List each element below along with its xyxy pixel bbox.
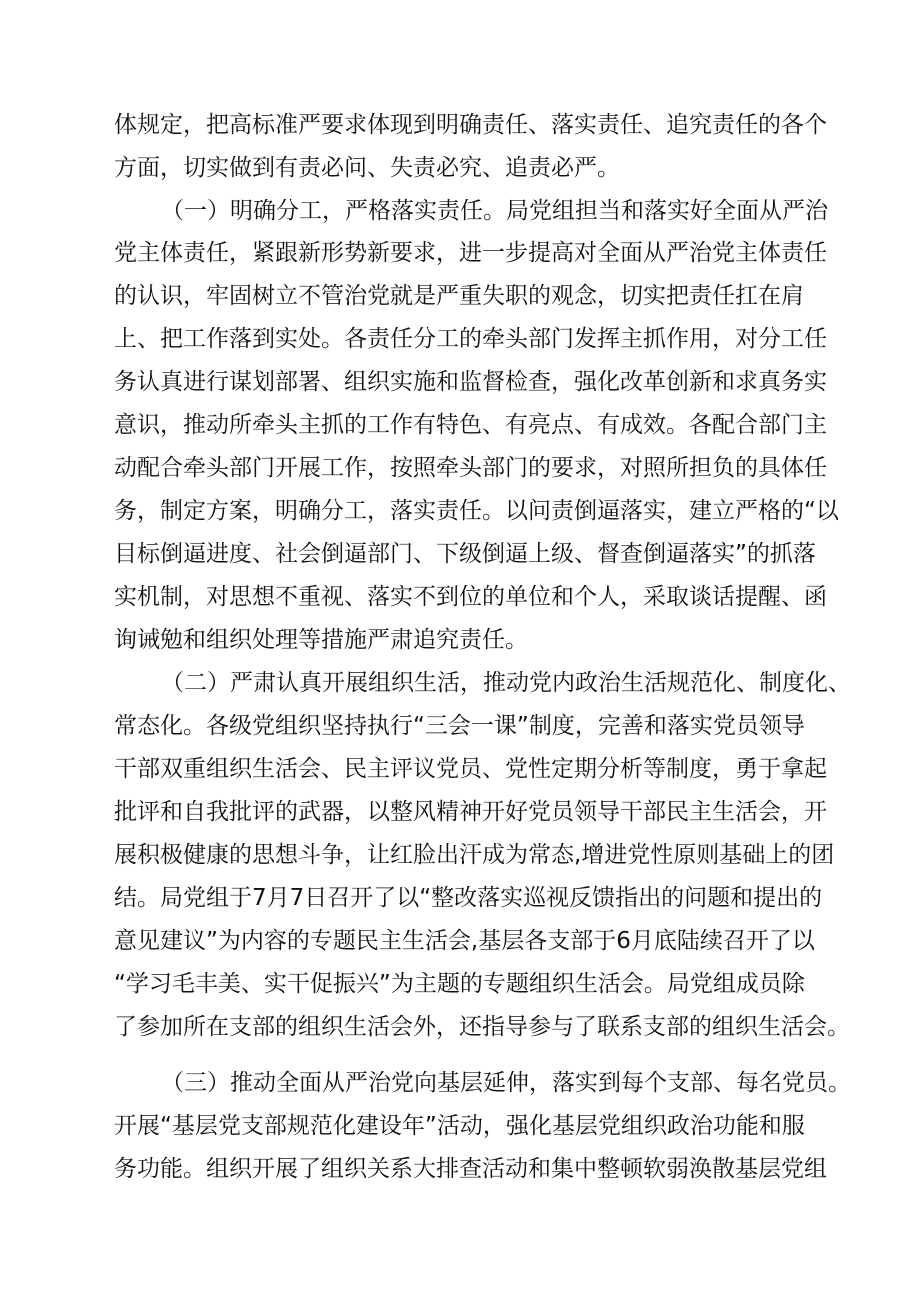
text-line: 批评和自我批评的武器，以整风精神开好党员领导干部民主生活会，开 <box>114 799 827 825</box>
text-line: 党主体责任，紧跟新形势新要求，进一步提高对全面从严治党主体责任 <box>114 240 827 266</box>
text-line: 动配合牵头部门开展工作，按照牵头部门的要求，对照所担负的具体任 <box>114 455 827 481</box>
text-line: 了参加所在支部的组织生活会外，还指导参与了联系支部的组织生活会。 <box>114 1014 850 1040</box>
paragraph-start-line: （二）严肃认真开展组织生活，推动党内政治生活规范化、制度化、 <box>161 670 851 696</box>
text-line: 体规定，把高标准严要求体现到明确责任、落实责任、追究责任的各个 <box>114 112 827 138</box>
text-line: 实机制，对思想不重视、落实不到位的单位和个人，采取谈话提醒、函 <box>114 584 827 610</box>
text-line: 意见建议”为内容的专题民主生活会,基层各支部于6月底陆续召开了以 <box>114 928 815 954</box>
text-line: 务，制定方案，明确分工，落实责任。以问责倒逼落实，建立严格的“以 <box>114 498 839 524</box>
text-line: 展积极健康的思想斗争，让红脸出汗成为常态,增进党性原则基础上的团 <box>114 842 835 868</box>
text-line: 结。局党组于7月7日召开了以“整改落实巡视反馈指出的问题和提出的 <box>114 885 823 911</box>
text-line: 务认真进行谋划部署、组织实施和监督检查，强化改革创新和求真务实 <box>114 369 827 395</box>
paragraph-start-line: （一）明确分工，严格落实责任。局党组担当和落实好全面从严治 <box>161 198 828 224</box>
text-line: 的认识，牢固树立不管治党就是严重失职的观念，切实把责任扛在肩 <box>114 283 804 309</box>
text-line: 常态化。各级党组织坚持执行“三会一课”制度，完善和落实党员领导 <box>114 713 805 739</box>
text-line: 方面，切实做到有责必问、失责必究、追责必严。 <box>114 155 620 181</box>
paragraph-start-line: （三）推动全面从严治党向基层延伸，落实到每个支部、每名党员。 <box>161 1070 851 1096</box>
text-line: “学习毛丰美、实干促振兴”为主题的专题组织生活会。局党组成员除 <box>114 971 805 997</box>
text-line: 开展“基层党支部规范化建设年”活动，强化基层党组织政治功能和服 <box>114 1113 805 1139</box>
text-line: 上、把工作落到实处。各责任分工的牵头部门发挥主抓作用，对分工任 <box>114 326 827 352</box>
text-line: 干部双重组织生活会、民主评议党员、党性定期分析等制度，勇于拿起 <box>114 756 827 782</box>
text-line: 意识，推动所牵头主抓的工作有特色、有亮点、有成效。各配合部门主 <box>114 412 827 438</box>
text-line: 务功能。组织开展了组织关系大排查活动和集中整顿软弱涣散基层党组 <box>114 1156 827 1182</box>
text-line: 目标倒逼进度、社会倒逼部门、下级倒逼上级、督查倒逼落实”的抓落 <box>114 541 816 567</box>
text-line: 询诫勉和组织处理等措施严肃追究责任。 <box>114 627 528 653</box>
